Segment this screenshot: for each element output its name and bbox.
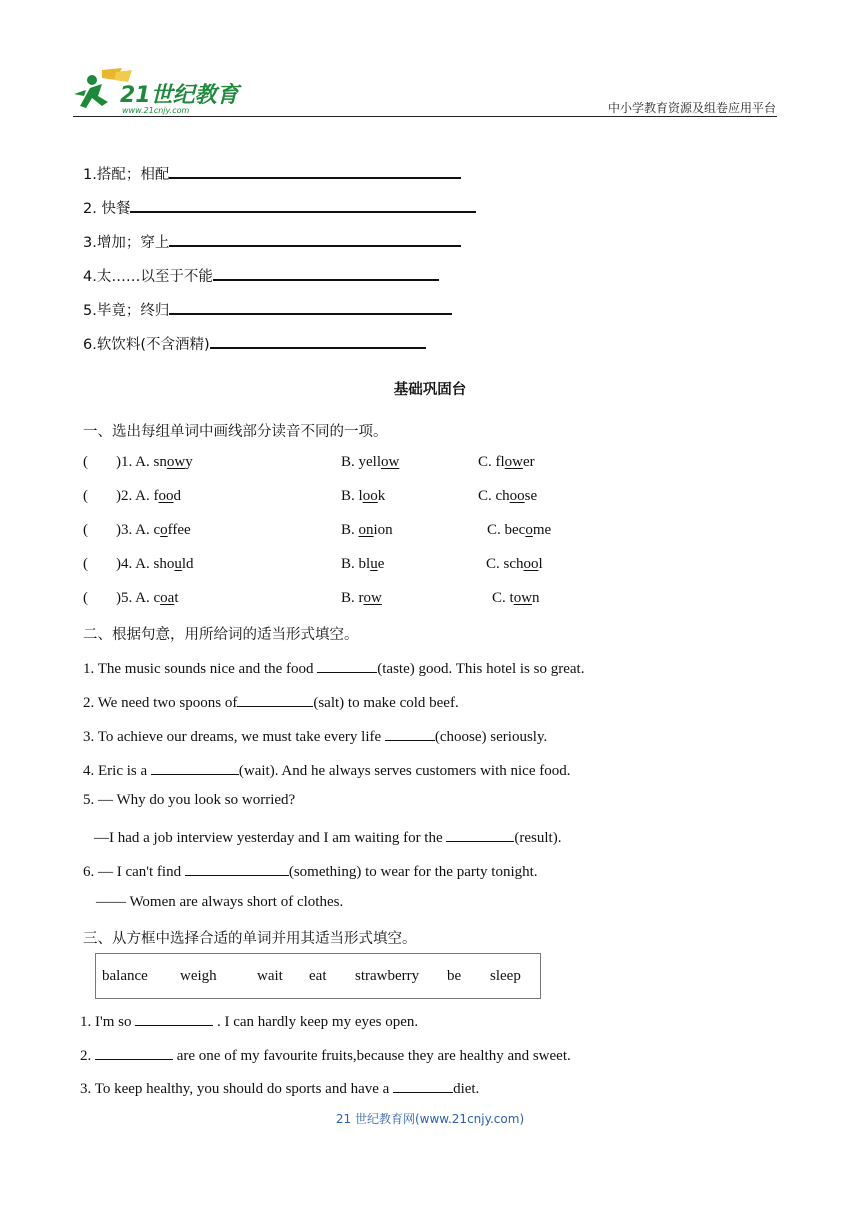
part1-q3-option-a: )3. A. coffee <box>116 522 191 538</box>
part1-q2-option-b: B. look <box>341 488 386 504</box>
word-bank-word: be <box>447 968 462 984</box>
part2-q3-blank[interactable] <box>385 725 435 741</box>
part2-q4-blank[interactable] <box>151 759 239 775</box>
word-bank-word: eat <box>309 968 327 984</box>
part2-q2: 2. We need two spoons of (salt) to make cold beef. <box>83 691 459 712</box>
vocab-blank-3[interactable] <box>169 230 461 247</box>
part1-q2-option-c: C. choose <box>478 488 538 504</box>
part1-q4-option-b: B. blue <box>341 556 385 572</box>
part1-q3-option-c: C. become <box>487 522 552 538</box>
part2-q6-question: 6. — I can't find (something) to wear for the party tonight. <box>83 860 538 881</box>
part3-q1: 1. I'm so . I can hardly keep my eyes open. <box>80 1010 418 1031</box>
footer-link[interactable]: 21 世纪教育网(www.21cnjy.com) <box>335 1112 525 1126</box>
part1-q1-option-c: C. flower <box>478 454 535 470</box>
part3-q3: 3. To keep healthy, you should do sports and have a diet. <box>80 1077 479 1098</box>
svg-text:www.21cnjy.com: www.21cnjy.com <box>122 106 190 115</box>
svg-text:21世纪教育: 21世纪教育 <box>120 83 239 108</box>
header-platform-text: 中小学教育资源及组卷应用平台 <box>607 101 776 115</box>
part1-q1-option-a: )1. A. snowy <box>116 454 193 470</box>
part2-q2-blank[interactable] <box>237 691 313 707</box>
part2-q1: 1. The music sounds nice and the food (taste) good. This hotel is so great. <box>83 657 584 678</box>
vocab-blank-1[interactable] <box>169 162 461 179</box>
part1-q1: ( <box>83 454 88 470</box>
vocab-blank-5[interactable] <box>169 298 452 315</box>
part2-q4: 4. Eric is a (wait). And he always serves customers with nice food. <box>83 759 571 780</box>
vocab-item-3: 3.增加；穿上 <box>83 230 461 252</box>
site-logo <box>72 66 242 116</box>
word-bank-word: strawberry <box>355 968 420 984</box>
vocab-blank-4[interactable] <box>213 264 439 281</box>
part1-q2-option-a: )2. A. food <box>116 488 181 504</box>
vocab-item-6: 6.软饮料(不含酒精) <box>83 332 426 354</box>
part3-q2: 2. are one of my favourite fruits,because they are healthy and sweet. <box>80 1044 571 1065</box>
part2-q1-blank[interactable] <box>317 657 377 673</box>
part2-heading: 二、根据句意，用所给词的适当形式填空。 <box>83 627 359 643</box>
vocab-item-1: 1.搭配；相配 <box>83 162 461 184</box>
part2-q6-blank[interactable] <box>185 860 289 876</box>
part1-q4-option-c: C. school <box>486 556 543 572</box>
part2-q3: 3. To achieve our dreams, we must take every life (choose) seriously. <box>83 725 547 746</box>
part3-q2-blank[interactable] <box>95 1044 173 1060</box>
vocab-blank-2[interactable] <box>130 196 476 213</box>
part1-q5: ( <box>83 590 88 606</box>
part1-q5-option-b: B. row <box>341 590 382 606</box>
section-title: 基础巩固台 <box>393 382 467 398</box>
part1-q1-option-b: B. yellow <box>341 454 400 470</box>
part1-q2: ( <box>83 488 88 504</box>
part1-q5-option-a: )5. A. coat <box>116 590 179 606</box>
part3-q1-blank[interactable] <box>135 1010 213 1026</box>
header-divider <box>73 116 777 117</box>
part1-q3-option-b: B. onion <box>341 522 393 538</box>
part1-q5-option-c: C. town <box>492 590 540 606</box>
vocab-item-5: 5.毕竟；终归 <box>83 298 452 320</box>
part1-q3: ( <box>83 522 88 538</box>
part1-q4: ( <box>83 556 88 572</box>
vocab-item-4: 4.太……以至于不能 <box>83 264 439 286</box>
word-bank-word: weigh <box>180 968 217 984</box>
part2-q6-answer: —— Women are always short of clothes. <box>96 894 344 910</box>
part2-q5-answer: —I had a job interview yesterday and I am waiting for the (result). <box>94 826 561 847</box>
part3-heading: 三、从方框中选择合适的单词并用其适当形式填空。 <box>83 931 417 947</box>
part2-q5-question: 5. — Why do you look so worried? <box>83 792 296 808</box>
part3-q3-blank[interactable] <box>393 1077 453 1093</box>
word-bank-word: wait <box>257 968 283 984</box>
word-bank-box <box>95 953 541 999</box>
word-bank-word: balance <box>102 968 148 984</box>
part1-q4-option-a: )4. A. should <box>116 556 194 572</box>
vocab-blank-6[interactable] <box>210 332 426 349</box>
vocab-item-2: 2. 快餐 <box>83 196 476 218</box>
part1-heading: 一、选出每组单词中画线部分读音不同的一项。 <box>83 424 388 440</box>
word-bank-word: sleep <box>490 968 521 984</box>
part2-q5-blank[interactable] <box>446 826 514 842</box>
